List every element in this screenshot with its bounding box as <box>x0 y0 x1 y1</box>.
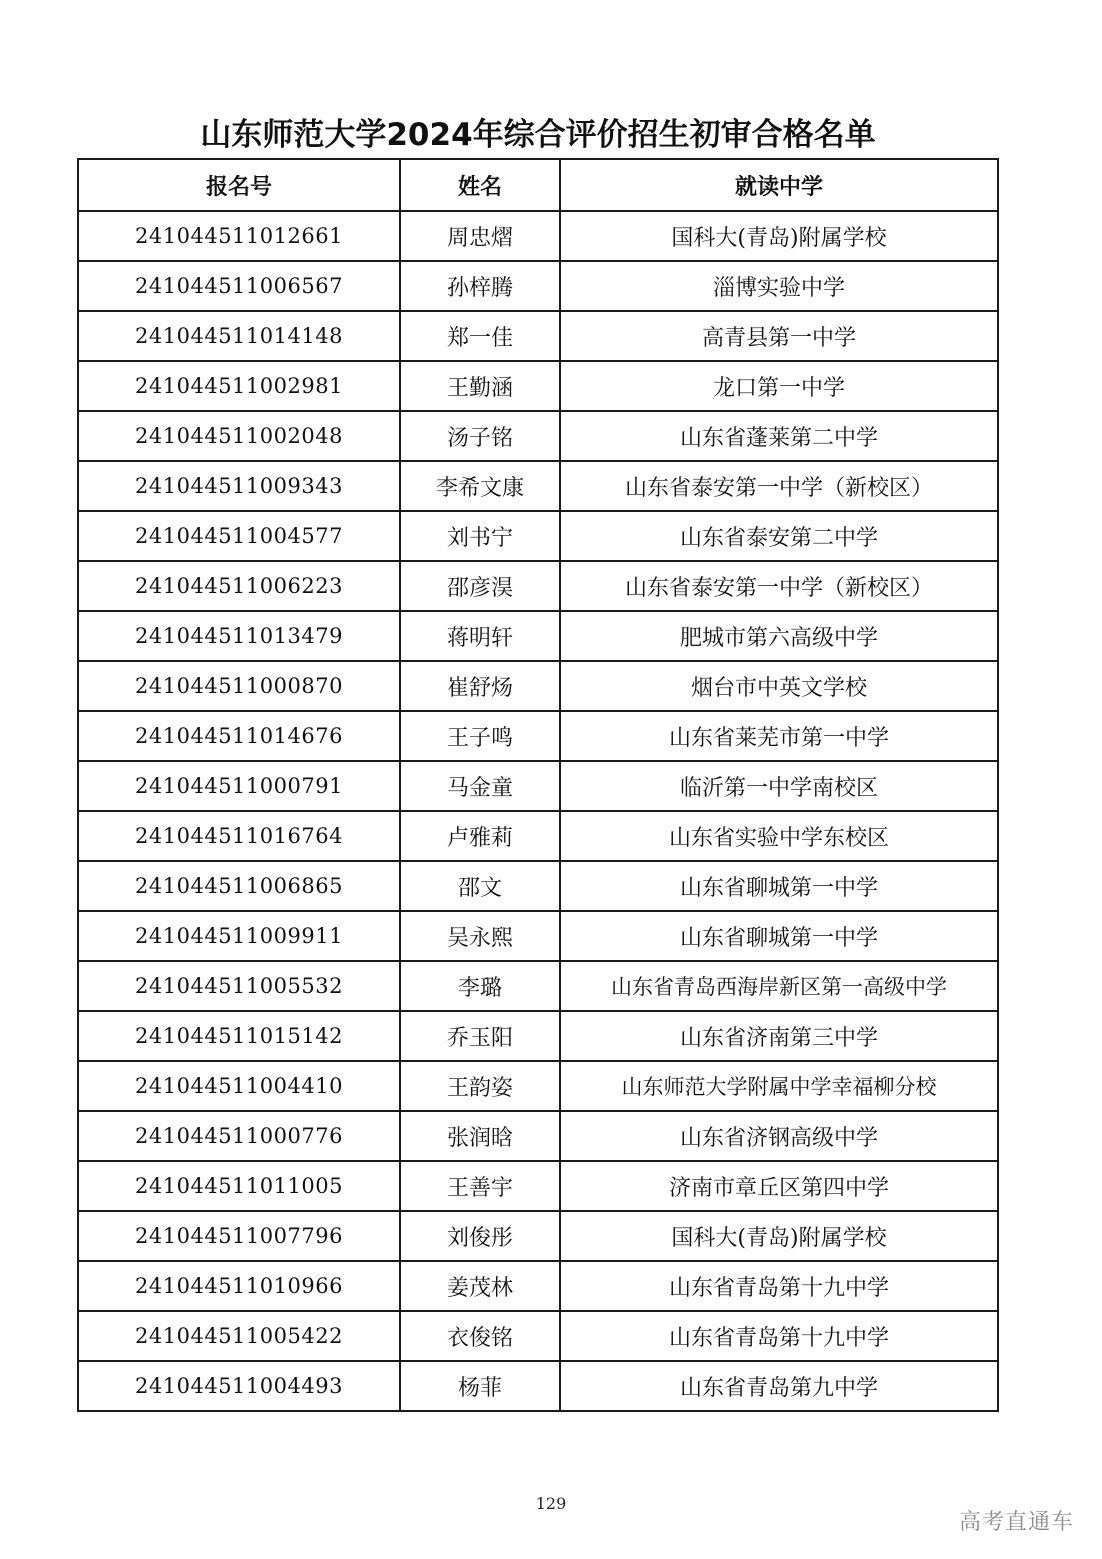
student-name-cell: 姜茂林 <box>400 1261 560 1311</box>
school-cell: 高青县第一中学 <box>560 311 998 361</box>
student-name-cell: 邵彦淏 <box>400 561 560 611</box>
school-cell: 临沂第一中学南校区 <box>560 761 998 811</box>
school-cell: 烟台市中英文学校 <box>560 661 998 711</box>
registration-number-cell: 241044511010966 <box>78 1261 400 1311</box>
school-cell: 山东省莱芜市第一中学 <box>560 711 998 761</box>
student-name-cell: 刘书宁 <box>400 511 560 561</box>
school-cell: 山东省泰安第一中学（新校区） <box>560 561 998 611</box>
table-row <box>78 1011 998 1061</box>
school-cell: 山东省实验中学东校区 <box>560 811 998 861</box>
registration-number-cell: 241044511002981 <box>78 361 400 411</box>
registration-number-cell: 241044511015142 <box>78 1011 400 1061</box>
table-row <box>78 861 998 911</box>
table-row <box>78 1161 998 1211</box>
student-name-cell: 吴永熙 <box>400 911 560 961</box>
student-name-cell: 李璐 <box>400 961 560 1011</box>
student-name-cell: 郑一佳 <box>400 311 560 361</box>
school-cell: 山东省青岛第十九中学 <box>560 1311 998 1361</box>
table-row <box>78 1111 998 1161</box>
school-cell: 山东师范大学附属中学幸福柳分校 <box>560 1061 998 1111</box>
table-row <box>78 461 998 511</box>
student-name-cell: 王子鸣 <box>400 711 560 761</box>
table-row <box>78 1211 998 1261</box>
table-row <box>78 661 998 711</box>
student-name-cell: 衣俊铭 <box>400 1311 560 1361</box>
watermark-text: 高考直通车 <box>958 1510 1074 1535</box>
table-row <box>78 511 998 561</box>
school-cell: 山东省聊城第一中学 <box>560 861 998 911</box>
school-cell: 山东省青岛西海岸新区第一高级中学 <box>560 961 998 1011</box>
table-body <box>78 211 998 1411</box>
header-school: 就读中学 <box>560 159 998 211</box>
student-name-cell: 邵文 <box>400 861 560 911</box>
table-row <box>78 411 998 461</box>
registration-number-cell: 241044511011005 <box>78 1161 400 1211</box>
student-name-cell: 蒋明轩 <box>400 611 560 661</box>
registration-number-cell: 241044511004577 <box>78 511 400 561</box>
student-name-cell: 王勤涵 <box>400 361 560 411</box>
registration-number-cell: 241044511014148 <box>78 311 400 361</box>
table-row <box>78 561 998 611</box>
table-row <box>78 211 998 261</box>
header-row <box>78 159 998 211</box>
table-row <box>78 361 998 411</box>
registration-number-cell: 241044511009911 <box>78 911 400 961</box>
table-row <box>78 611 998 661</box>
registration-number-cell: 241044511016764 <box>78 811 400 861</box>
table-row <box>78 711 998 761</box>
registration-number-cell: 241044511006223 <box>78 561 400 611</box>
table-row <box>78 811 998 861</box>
admission-list-table <box>77 158 999 1412</box>
school-cell: 淄博实验中学 <box>560 261 998 311</box>
registration-number-cell: 241044511005422 <box>78 1311 400 1361</box>
school-cell: 国科大(青岛)附属学校 <box>560 211 998 261</box>
student-name-cell: 周忠熠 <box>400 211 560 261</box>
school-cell: 山东省济钢高级中学 <box>560 1111 998 1161</box>
registration-number-cell: 241044511004410 <box>78 1061 400 1111</box>
table-header <box>78 159 998 211</box>
student-name-cell: 崔舒炀 <box>400 661 560 711</box>
document-title: 山东师范大学2024年综合评价招生初审合格名单 <box>200 117 876 153</box>
registration-number-cell: 241044511007796 <box>78 1211 400 1261</box>
table-row <box>78 311 998 361</box>
student-name-cell: 孙梓腾 <box>400 261 560 311</box>
registration-number-cell: 241044511006567 <box>78 261 400 311</box>
student-name-cell: 李希文康 <box>400 461 560 511</box>
registration-number-cell: 241044511009343 <box>78 461 400 511</box>
page-number: 129 <box>535 1494 567 1513</box>
school-cell: 肥城市第六高级中学 <box>560 611 998 661</box>
table-row <box>78 961 998 1011</box>
school-cell: 山东省泰安第二中学 <box>560 511 998 561</box>
registration-number-cell: 241044511006865 <box>78 861 400 911</box>
table-row <box>78 911 998 961</box>
registration-number-cell: 241044511000870 <box>78 661 400 711</box>
registration-number-cell: 241044511012661 <box>78 211 400 261</box>
school-cell: 山东省泰安第一中学（新校区） <box>560 461 998 511</box>
table-row <box>78 1311 998 1361</box>
table-row <box>78 761 998 811</box>
student-name-cell: 汤子铭 <box>400 411 560 461</box>
header-registration-number: 报名号 <box>78 159 400 211</box>
registration-number-cell: 241044511013479 <box>78 611 400 661</box>
registration-number-cell: 241044511014676 <box>78 711 400 761</box>
school-cell: 山东省聊城第一中学 <box>560 911 998 961</box>
student-name-cell: 杨菲 <box>400 1361 560 1411</box>
table-row <box>78 1261 998 1311</box>
school-cell: 山东省青岛第十九中学 <box>560 1261 998 1311</box>
registration-number-cell: 241044511005532 <box>78 961 400 1011</box>
student-name-cell: 马金童 <box>400 761 560 811</box>
school-cell: 山东省蓬莱第二中学 <box>560 411 998 461</box>
student-name-cell: 卢雅莉 <box>400 811 560 861</box>
registration-number-cell: 241044511004493 <box>78 1361 400 1411</box>
school-cell: 山东省济南第三中学 <box>560 1011 998 1061</box>
school-cell: 山东省青岛第九中学 <box>560 1361 998 1411</box>
school-cell: 济南市章丘区第四中学 <box>560 1161 998 1211</box>
school-cell: 龙口第一中学 <box>560 361 998 411</box>
registration-number-cell: 241044511000776 <box>78 1111 400 1161</box>
table-row <box>78 1361 998 1411</box>
header-name: 姓名 <box>400 159 560 211</box>
school-cell: 国科大(青岛)附属学校 <box>560 1211 998 1261</box>
student-name-cell: 王韵姿 <box>400 1061 560 1111</box>
student-name-cell: 刘俊彤 <box>400 1211 560 1261</box>
student-name-cell: 王善宇 <box>400 1161 560 1211</box>
table-row <box>78 1061 998 1111</box>
student-name-cell: 乔玉阳 <box>400 1011 560 1061</box>
student-name-cell: 张润晗 <box>400 1111 560 1161</box>
registration-number-cell: 241044511000791 <box>78 761 400 811</box>
table-row <box>78 261 998 311</box>
registration-number-cell: 241044511002048 <box>78 411 400 461</box>
